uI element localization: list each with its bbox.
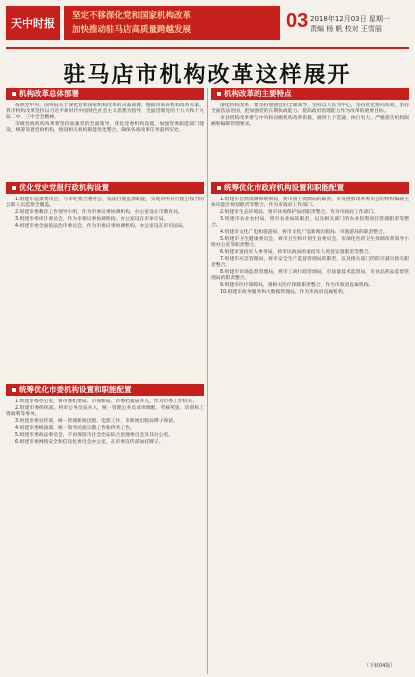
paragraph: 市县机构改革要与中央和省级机构改革衔接，做到上下贯通、执行有力，严格落实机构限额和编制管理要求。	[211, 116, 409, 127]
masthead-rule	[6, 47, 409, 49]
section-body-party-agencies	[6, 197, 204, 375]
newspaper-logo: 天中时报	[6, 6, 60, 40]
paragraph: 10.组建市政务服务和大数据管理局，作为市政府直属机构。	[220, 290, 348, 296]
paragraph: 6.组建市退役军人事务局，将市民政局的退役军人优抚安置职责等整合。	[220, 250, 374, 256]
paragraph: 5.组建市卫生健康委员会，将市卫生和计划生育委员会、市深化医药卫生体制改革领导小组办公室等职责整合。	[211, 237, 409, 249]
section-header-key-features: 机构改革的主要特点	[211, 88, 409, 100]
paragraph: 市级党政机构改革要坚持加强党的全面领导，优化党委机构设置，加强党委职能部门建设，统筹设置党政机构，推进相关机构职能优化整合，确保各项改革任务落到实处。	[6, 121, 204, 133]
paragraph: 按照党中央、国务院关于深化党和国家机构改革的决策部署，根据河南省机构改革方案，我市机构改革坚持以习近平新时代中国特色社会主义思想为指导，全面贯彻党的十九大和十九届二中、三中全会精神。	[6, 103, 204, 120]
slogan-line-2: 加快推动驻马店高质量跨越发展	[72, 25, 192, 35]
section-body-committee-agencies	[6, 399, 204, 661]
paragraph: 1.组建市委办公室，将市委机要局、市保密局、市委档案局并入，作为市委工作机关。	[15, 399, 198, 404]
section-header-party-agencies: 优化党史党报行政机构设置	[6, 182, 204, 194]
paragraph: 4.组建市委统战部，统一领导民族宗教工作和侨务工作。	[15, 426, 135, 432]
paragraph: 3.组建市委审计委员会，作为市委议事协调机构，办公室设在市审计局。	[15, 217, 169, 223]
slogan-line-1: 坚定不移深化党和国家机构改革	[72, 11, 192, 21]
paragraph: 5.组建市委政法委员会，不再保留市社会治安综合治理委员会及其办公室。	[15, 433, 174, 439]
issue-date: 2018年12月03日 星期一	[310, 15, 390, 23]
paragraph: 1.组建市监察委员会，与市纪委合署办公，依法行使监察职能，实现对所有行使公权力的公职人员监察全覆盖。	[6, 197, 204, 208]
paragraph: 9.组建市医疗保障局，将相关医疗保障职责整合，作为市政府直属机构。	[220, 283, 374, 289]
column-divider	[207, 88, 208, 674]
paragraph: 7.组建市应急管理局，将市安全生产监督管理局的职责，以及相关部门的防灾减灾救灾职责整合。	[211, 257, 409, 269]
paragraph: 6.组建市委网络安全和信息化委员会办公室，在市委宣传部加挂牌子。	[15, 440, 164, 446]
paragraph: 1.组建市自然资源和规划局，将市国土资源局的职责，市发展和改革委员会的组织编制主体功能区规划职责等整合，作为市政府工作部门。	[211, 197, 409, 208]
page-headline: 驻马店市机构改革这样展开	[63, 63, 352, 88]
paragraph: 3.组建市农业农村局，将市农业局的职责，以及相关部门的农业投资项目管理职责等整合。	[211, 217, 409, 228]
section-header-government-agencies: 统筹优化市政府机构设置和职能配置	[211, 182, 409, 194]
paragraph: 4.组建市委全面依法治市委员会，作为市委议事协调机构，办公室设在市司法局。	[15, 224, 188, 230]
paragraph: 2.组建市委组织部，将市公务员局并入，统一管理公务员录用调配、考核奖惩、培训和工资福利等事务。	[6, 406, 204, 417]
section-header-overall-plan: 机构改革总体部署	[6, 88, 204, 100]
paragraph: 2.组建市生态环境局，将市环境保护局的职责整合，作为市政府工作部门。	[220, 210, 379, 215]
continued-note: （下转04版）	[364, 663, 396, 669]
paragraph: 8.组建市市场监督管理局，将市工商行政管理局、市质量技术监督局、市食品药品监督管理局的职责整合。	[211, 270, 409, 282]
section-body-government-agencies	[211, 197, 409, 659]
section-body-key-features	[211, 103, 409, 175]
section-body-overall-plan	[6, 103, 204, 175]
paragraph: 2.组建市委教育工作领导小组，作为市委议事协调机构，办公室设在市教育局。	[15, 210, 183, 215]
paragraph: 4.组建市文化广电和旅游局，将市文化广电新闻出版局、市旅游局的职责整合。	[220, 230, 388, 236]
section-header-committee-agencies: 统筹优化市委机构设置和职能配置	[6, 384, 204, 396]
masthead	[6, 6, 409, 46]
paragraph: 深化机构改革，要坚持加强党的全面领导，坚持以人民为中心，坚持优化协同高效，坚持全面依法治国，把加强党的长期执政能力、提高政府治理能力作为改革的重要目标。	[211, 103, 409, 114]
masthead-slogan	[64, 6, 280, 40]
page-number: 03	[286, 10, 309, 32]
masthead-meta	[310, 14, 390, 34]
paragraph: 3.组建市委宣传部，统一管理新闻出版、电影工作，市新闻出版局牌子保留。	[15, 419, 178, 425]
editor-credits: 责编 杨 帆 校对 王雪丽	[310, 25, 382, 33]
